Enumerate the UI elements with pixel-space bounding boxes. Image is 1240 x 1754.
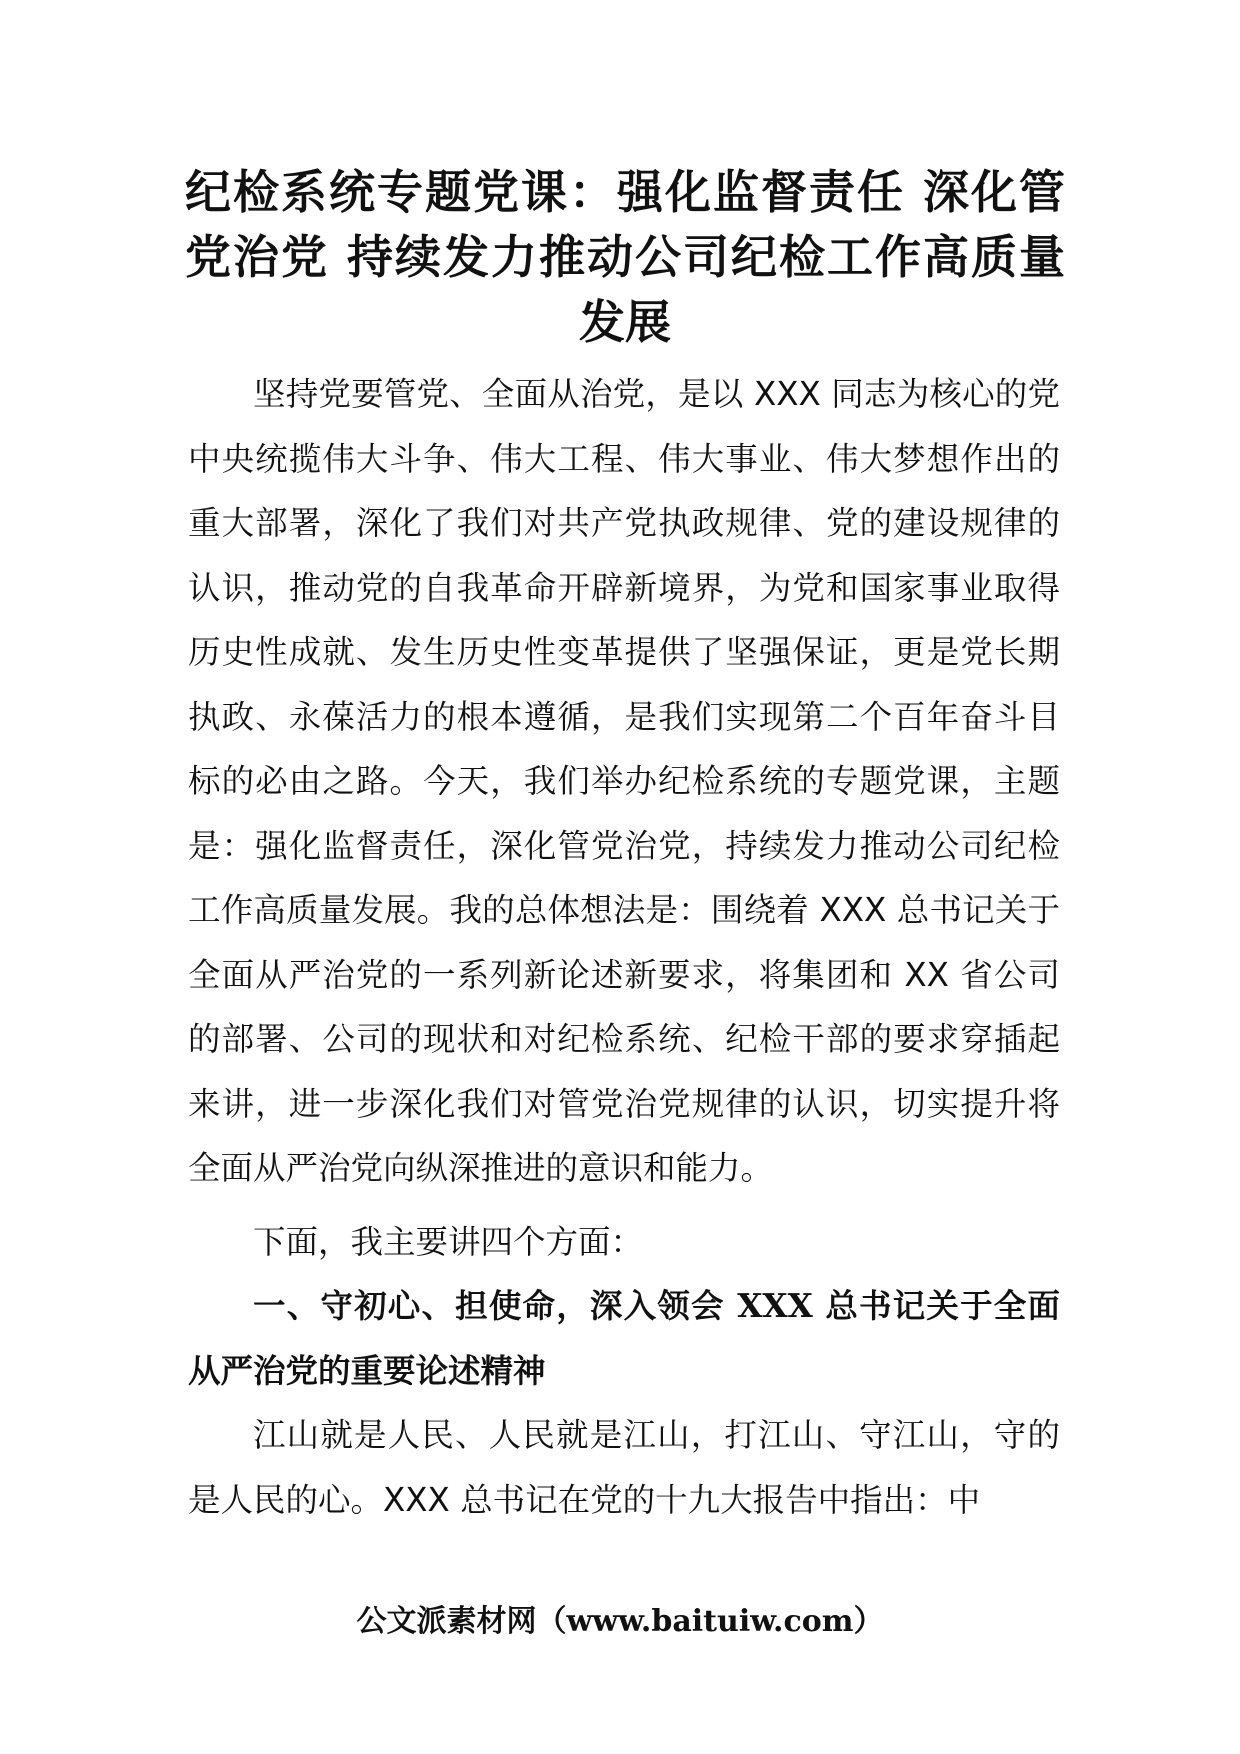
document-title: 纪检系统专题党课：强化监督责任 深化管党治党 持续发力推动公司纪检工作高质量发展 — [185, 165, 1065, 349]
paragraph-outline: 下面，我主要讲四个方面： — [253, 1222, 644, 1261]
document-body — [188, 362, 1060, 1532]
section-heading-1: 一、守初心、担使命，深入领会 XXX 总书记关于全面从严治党的重要论述精神 — [188, 1286, 1060, 1390]
footer-watermark: 公文派素材网（www.baituiw.com） — [356, 1604, 884, 1639]
paragraph-intro: 坚持党要管党、全面从治党，是以 XXX 同志为核心的党中央统揽伟大斗争、伟大工程、伟大事业、伟大梦想作出的重大部署，深化了我们对共产党执政规律、党的建设规律的认识，推动党的自我革命开辟新境界，为党和国家事业取得历史性成就、发生历史性变革提供了坚强保证，更是党长期执政、永葆活力的根本遵循，是我们实现第二个百年奋斗目标的必由之路。今天，我们举办纪检系统的专题党课，主题是：强化监督责任，深化管党治党，持续发力推动公司纪检工作高质量发展。我的总体想法是：围绕着 XXX 总书记关于全面从严治党的一系列新论述新要求，将集团和 XX 省公司的部署、公司的现状和对纪检系统、纪检干部的要求穿插起来讲，进一步深化我们对管党治党规律的认识，切实提升将全面从严治党向纵深推进的意识和能力。 — [188, 375, 1060, 1187]
paragraph-section-1: 江山就是人民、人民就是江山，打江山、守江山，守的是人民的心。XXX 总书记在党的十九大报告中指出：中 — [188, 1416, 1060, 1519]
